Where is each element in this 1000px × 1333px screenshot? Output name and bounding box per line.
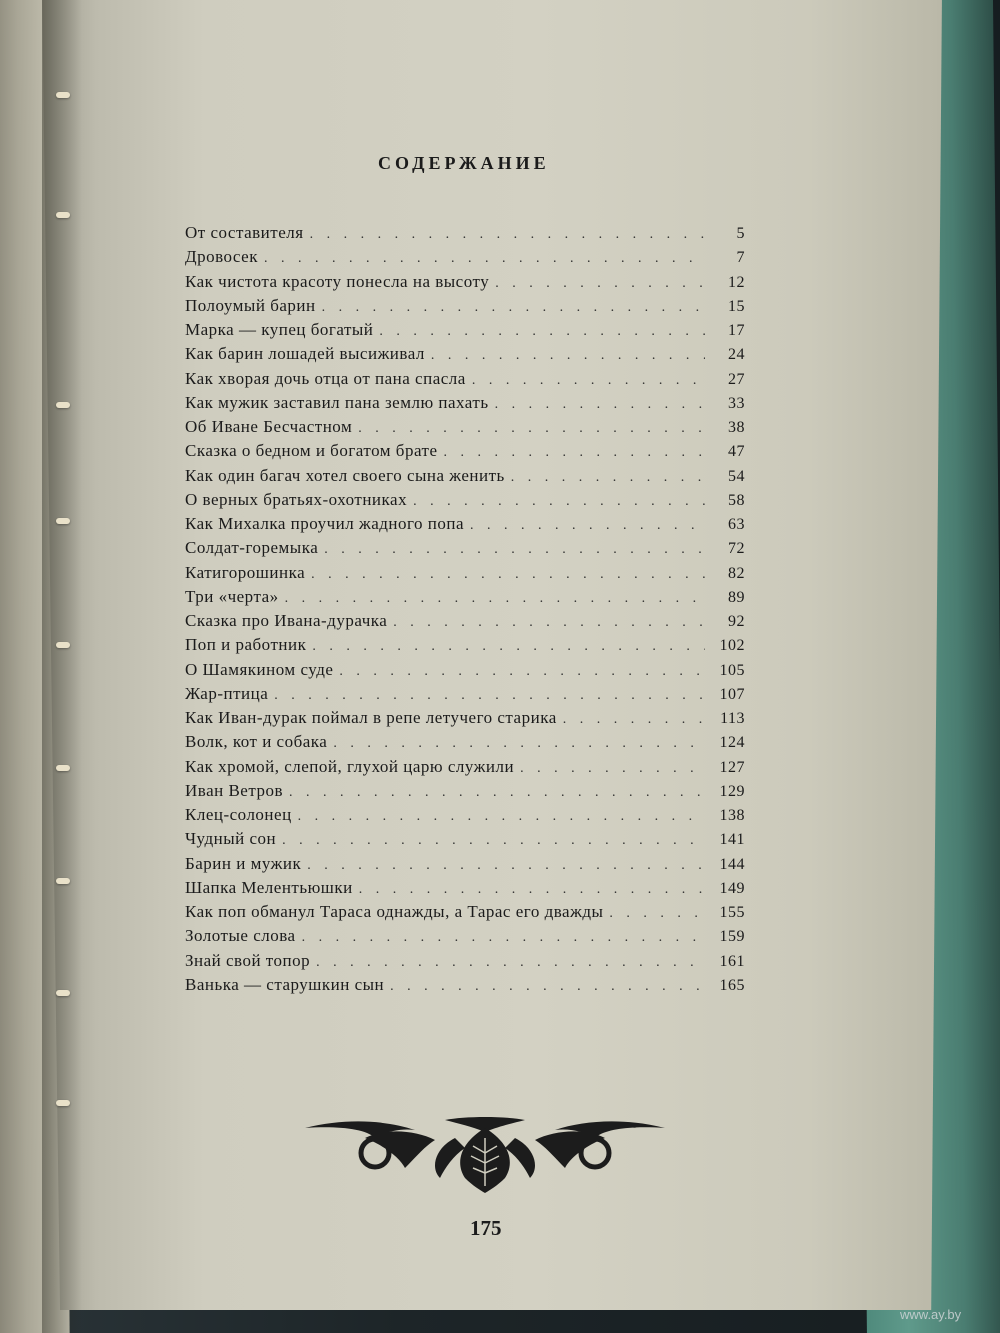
page-number: 175 <box>470 1216 502 1240</box>
toc-entry-page: 17 <box>728 322 745 339</box>
toc-dot-leader <box>307 854 705 876</box>
toc-dot-leader <box>609 902 705 924</box>
toc-dot-leader <box>495 272 705 294</box>
toc-entry-page: 15 <box>728 297 745 315</box>
toc-entry-page: 63 <box>728 516 745 533</box>
toc-entry-title: О верных братьях-охотниках <box>185 489 408 509</box>
toc-dot-leader <box>333 732 705 754</box>
toc-entry <box>185 755 745 779</box>
toc-entry-page: 24 <box>728 346 745 364</box>
toc-entry-title: Как хромой, слепой, глухой царю служили <box>185 756 515 776</box>
toc-entry-title: Жар-птица <box>185 683 269 703</box>
toc-entry <box>185 852 745 876</box>
toc-entry-page: 5 <box>736 225 745 242</box>
toc-dot-leader <box>520 757 705 779</box>
toc-entry-page: 144 <box>719 855 745 873</box>
toc-entry <box>185 633 745 657</box>
toc-entry <box>185 270 745 294</box>
toc-entry-title: Ванька — старушкин сын <box>185 974 385 994</box>
toc-entry <box>185 658 745 682</box>
toc-dot-leader <box>444 441 705 463</box>
toc-dot-leader <box>298 805 705 827</box>
toc-entry <box>185 706 745 730</box>
toc-entry <box>185 318 745 342</box>
toc-entry <box>185 779 745 803</box>
toc-entry-page: 38 <box>728 419 745 436</box>
toc-entry-page: 33 <box>728 394 745 412</box>
table-of-contents <box>185 221 745 997</box>
toc-dot-leader <box>511 466 705 488</box>
toc-entry-page: 127 <box>719 758 745 776</box>
page-heading: СОДЕРЖАНИЕ <box>378 153 550 173</box>
toc-entry-page: 141 <box>719 831 745 849</box>
toc-dot-leader <box>431 344 705 366</box>
toc-entry <box>185 439 745 463</box>
toc-entry-title: Иван Ветров <box>185 780 284 800</box>
toc-dot-leader <box>324 538 705 560</box>
toc-entry <box>185 561 745 585</box>
toc-entry-page: 105 <box>719 661 745 679</box>
toc-entry-title: Об Иване Бесчастном <box>185 417 353 436</box>
toc-entry-title: Сказка про Ивана-дурачка <box>185 611 388 630</box>
toc-entry-title: Как Михалка проучил жадного попа <box>185 514 465 533</box>
toc-entry <box>185 367 745 391</box>
toc-dot-leader <box>472 369 705 391</box>
toc-entry-page: 82 <box>728 564 745 582</box>
toc-dot-leader <box>495 393 705 415</box>
toc-entry <box>185 512 745 536</box>
toc-dot-leader <box>310 223 705 245</box>
toc-entry-title: Барин и мужик <box>185 853 302 873</box>
ornament-vignette-icon <box>305 1098 665 1193</box>
toc-entry-page: 54 <box>728 467 745 485</box>
toc-dot-leader <box>390 975 705 997</box>
toc-entry <box>185 415 745 439</box>
toc-entry-page: 161 <box>719 952 745 970</box>
watermark: www.ay.by <box>900 1307 962 1322</box>
toc-entry <box>185 488 745 512</box>
toc-dot-leader <box>289 781 705 803</box>
toc-dot-leader <box>359 878 705 900</box>
toc-entry-title: Золотые слова <box>185 926 296 946</box>
toc-entry <box>185 876 745 900</box>
toc-entry-title: Как барин лошадей высиживал <box>185 344 425 364</box>
toc-entry-title: Как один багач хотел своего сына женить <box>185 465 505 485</box>
toc-entry-title: Чудный сон <box>185 829 277 849</box>
toc-entry <box>185 221 745 245</box>
toc-entry <box>185 609 745 633</box>
toc-entry-page: 27 <box>728 370 745 388</box>
toc-entry <box>185 973 745 997</box>
toc-dot-leader <box>358 417 705 439</box>
toc-dot-leader <box>302 926 705 948</box>
toc-entry-page: 149 <box>719 879 745 897</box>
toc-entry <box>185 949 745 973</box>
toc-entry-page: 72 <box>728 540 745 558</box>
toc-entry-page: 58 <box>728 491 745 509</box>
toc-entry <box>185 803 745 827</box>
toc-dot-leader <box>274 684 705 706</box>
toc-entry-page: 92 <box>728 613 745 630</box>
toc-entry <box>185 730 745 754</box>
toc-entry-title: Как поп обманул Тараса однажды, а Тарас его дважды <box>185 902 604 921</box>
toc-dot-leader <box>311 563 705 585</box>
toc-entry-title: Знай свой топор <box>185 950 311 970</box>
toc-dot-leader <box>413 490 705 512</box>
toc-entry <box>185 464 745 488</box>
toc-entry-page: 12 <box>728 273 745 291</box>
toc-entry <box>185 682 745 706</box>
toc-dot-leader <box>264 247 705 269</box>
toc-entry-title: Дровосек <box>185 247 258 267</box>
toc-dot-leader <box>282 829 705 851</box>
toc-entry <box>185 900 745 924</box>
toc-entry-page: 124 <box>719 734 745 752</box>
toc-entry-title: Как хворая дочь отца от пана спасла <box>185 368 466 388</box>
toc-entry-page: 102 <box>719 637 745 655</box>
toc-dot-leader <box>470 514 705 536</box>
toc-dot-leader <box>339 660 705 682</box>
toc-entry-page: 129 <box>719 782 745 800</box>
toc-entry-title: Клец-солонец <box>185 805 292 824</box>
toc-entry-title: Поп и работник <box>185 635 307 655</box>
toc-entry-title: Полоумый барин <box>185 295 316 315</box>
toc-entry <box>185 391 745 415</box>
toc-dot-leader <box>563 708 705 730</box>
toc-entry-title: Три «черта» <box>185 586 279 606</box>
toc-entry-page: 7 <box>736 249 745 267</box>
toc-dot-leader <box>312 635 705 657</box>
toc-entry-page: 47 <box>728 443 745 461</box>
toc-entry-title: О Шамякином суде <box>185 659 334 679</box>
toc-entry <box>185 245 745 269</box>
toc-entry-page: 165 <box>719 976 745 994</box>
toc-dot-leader <box>379 320 705 342</box>
toc-dot-leader <box>393 611 705 633</box>
toc-entry-title: Как мужик заставил пана землю пахать <box>185 392 489 412</box>
toc-entry <box>185 294 745 318</box>
toc-entry-title: Как Иван-дурак поймал в репе летучего старика <box>185 708 557 727</box>
toc-entry <box>185 924 745 948</box>
toc-entry-title: От составителя <box>185 223 304 242</box>
toc-entry-page: 138 <box>719 807 745 824</box>
toc-dot-leader <box>322 296 705 318</box>
toc-entry <box>185 585 745 609</box>
toc-entry-title: Солдат-горемыка <box>185 538 319 558</box>
toc-entry-page: 107 <box>719 685 745 703</box>
toc-entry <box>185 536 745 560</box>
toc-dot-leader <box>285 587 705 609</box>
toc-entry-page: 155 <box>719 904 745 921</box>
toc-dot-leader <box>316 951 705 973</box>
toc-entry <box>185 342 745 366</box>
toc-entry-page: 89 <box>728 588 745 606</box>
toc-entry-title: Катигорошинка <box>185 562 306 582</box>
toc-entry-title: Сказка о бедном и богатом брате <box>185 441 438 461</box>
toc-entry-title: Волк, кот и собака <box>185 732 328 752</box>
toc-entry <box>185 827 745 851</box>
toc-entry-page: 113 <box>720 710 745 727</box>
toc-entry-page: 159 <box>719 928 745 946</box>
toc-entry-title: Марка — купец богатый <box>185 320 374 339</box>
toc-entry-title: Как чистота красоту понесла на высоту <box>185 271 490 291</box>
toc-entry-title: Шапка Мелентьюшки <box>185 877 353 897</box>
